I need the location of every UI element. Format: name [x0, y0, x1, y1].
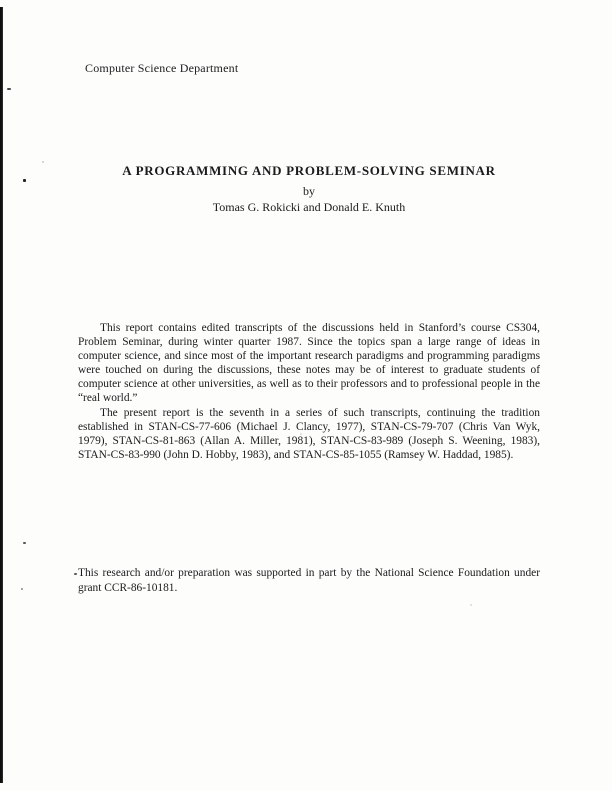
funding-footnote: This research and/or preparation was supported in part by the National Science Foundation under grant CCR-86-10181.	[78, 567, 540, 594]
scan-speck	[21, 588, 23, 590]
department-heading: Computer Science Department	[85, 61, 239, 75]
scan-speck	[470, 604, 472, 606]
scan-speck	[74, 573, 77, 575]
authors-line: Tomas G. Rokicki and Donald E. Knuth	[212, 200, 406, 214]
scan-speck	[23, 179, 26, 182]
abstract-block	[78, 321, 540, 462]
scan-speck	[7, 88, 11, 90]
scan-speck	[42, 161, 44, 163]
byline: by	[303, 184, 315, 198]
abstract-paragraph-1: This report contains edited transcripts of the discussions held in Stanford’s course CS304, Problem Seminar, during winter quarter 1987. Since the topics span a large range of ideas in computer science, and since most of the important research paradigms and programming paradigms were touched on during the discussions, these notes may be of interest to graduate students of computer science at other universities, as well as to their professors and to professional people in the “real world.”	[78, 322, 540, 405]
report-title: A PROGRAMMING AND PROBLEM-SOLVING SEMINAR	[122, 163, 496, 178]
scanner-edge-artifact	[0, 7, 3, 783]
abstract-paragraph-2: The present report is the seventh in a series of such transcripts, continuing the tradition established in STAN-CS-77-606 (Michael J. Clancy, 1977), STAN-CS-79-707 (Chris Van Wyk, 1979), STAN-CS-81-863 (Allan A. Miller, 1981), STAN-CS-83-989 (Joseph S. Weening, 1983), STAN-CS-83-990 (John D. Hobby, 1983), and STAN-CS-85-1055 (Ramsey W. Haddad, 1985).	[78, 406, 540, 461]
scan-speck	[23, 542, 26, 544]
